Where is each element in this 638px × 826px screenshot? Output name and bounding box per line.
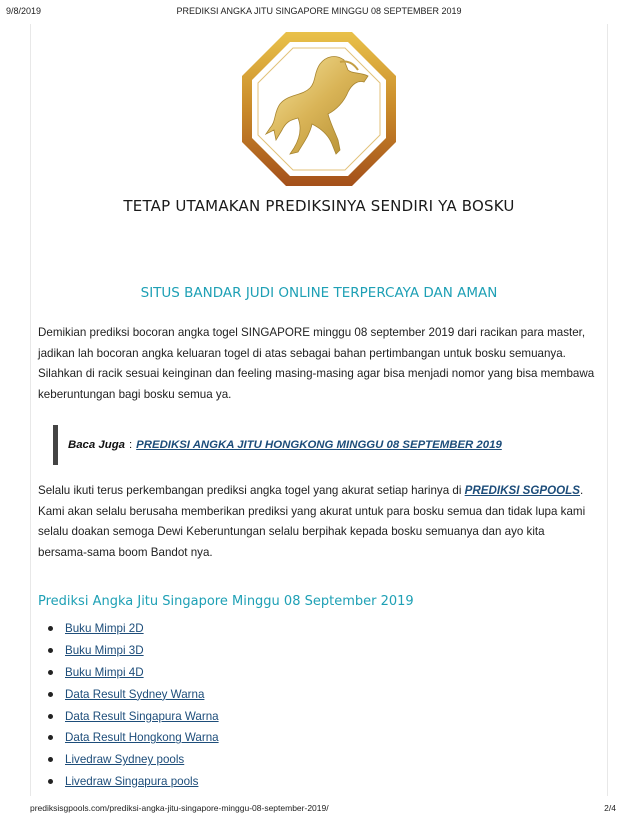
paragraph-conclusion bbox=[38, 323, 608, 405]
link-buku-mimpi-3d[interactable]: Buku Mimpi 3D bbox=[65, 644, 144, 658]
print-date: 9/8/2019 bbox=[6, 6, 42, 16]
paragraph-line: Demikian prediksi bocoran angka togel SINGAPORE minggu 08 september 2019 dari racikan para master, bbox=[38, 326, 586, 339]
resource-link-list bbox=[48, 618, 219, 792]
list-item bbox=[48, 705, 219, 727]
promo-heading: SITUS BANDAR JUDI ONLINE TERPERCAYA DAN AMAN bbox=[140, 285, 498, 301]
list-item bbox=[48, 771, 219, 793]
print-header bbox=[0, 6, 638, 20]
paragraph-line: Kami akan selalu berusaha memberikan prediksi yang akurat untuk para bosku semua dan tidak lupa kami bbox=[38, 504, 586, 518]
link-livedraw-singapura[interactable]: Livedraw Singapura pools bbox=[65, 774, 199, 788]
page-number: 2/4 bbox=[604, 803, 616, 813]
link-livedraw-sydney[interactable]: Livedraw Sydney pools bbox=[65, 753, 185, 767]
print-url: prediksisgpools.com/prediksi-angka-jitu-singapore-minggu-08-september-2019/ bbox=[30, 803, 329, 813]
link-buku-mimpi-2d[interactable]: Buku Mimpi 2D bbox=[65, 622, 144, 636]
paragraph-line: bersama-sama boom Bandot nya. bbox=[38, 545, 213, 559]
horse-emblem-icon bbox=[240, 30, 398, 188]
paragraph-line: keberuntungan bagi bosku semua ya. bbox=[38, 387, 232, 401]
bullet-icon bbox=[48, 757, 53, 762]
tagline: TETAP UTAMAKAN PREDIKSINYA SENDIRI YA BOSKU bbox=[123, 197, 515, 215]
bullet-icon bbox=[48, 626, 53, 631]
bullet-icon bbox=[48, 648, 53, 653]
paragraph-line bbox=[38, 481, 608, 502]
link-result-singapura[interactable]: Data Result Singapura Warna bbox=[65, 709, 219, 723]
list-item bbox=[48, 749, 219, 771]
link-buku-mimpi-4d[interactable]: Buku Mimpi 4D bbox=[65, 665, 144, 679]
prediksi-sgpools-link[interactable]: PREDIKSI SGPOOLS bbox=[464, 484, 580, 497]
paragraph-line: Silahkan di racik sesuai keinginan dan feeling masing-masing agar bisa menjadi nomor yang bisa membawa bbox=[38, 367, 595, 380]
link-result-hongkong[interactable]: Data Result Hongkong Warna bbox=[65, 731, 219, 745]
bullet-icon bbox=[48, 735, 53, 740]
read-also-label: Baca Juga bbox=[68, 439, 125, 451]
list-item bbox=[48, 683, 219, 705]
bullet-icon bbox=[48, 714, 53, 719]
read-also-separator: : bbox=[128, 439, 133, 451]
bullet-icon bbox=[48, 670, 53, 675]
list-item bbox=[48, 727, 219, 749]
paragraph-line: selalu doakan semoga Dewi Keberuntungan selalu berpihak kepada bosku semuanya dan ayo kita bbox=[38, 525, 545, 538]
read-also-box bbox=[53, 425, 593, 465]
bullet-icon bbox=[48, 779, 53, 784]
paragraph-text: Selalu ikuti terus perkembangan prediksi angka togel yang akurat setiap harinya di bbox=[38, 484, 465, 497]
list-item bbox=[48, 662, 219, 684]
section-heading: Prediksi Angka Jitu Singapore Minggu 08 September 2019 bbox=[38, 594, 414, 609]
read-also-link[interactable]: PREDIKSI ANGKA JITU HONGKONG MINGGU 08 SEPTEMBER 2019 bbox=[136, 439, 502, 451]
print-title: PREDIKSI ANGKA JITU SINGAPORE MINGGU 08 SEPTEMBER 2019 bbox=[176, 6, 462, 16]
paragraph-followup bbox=[38, 481, 608, 563]
link-result-sydney[interactable]: Data Result Sydney Warna bbox=[65, 687, 205, 701]
list-item bbox=[48, 618, 219, 640]
print-footer bbox=[0, 803, 638, 815]
paragraph-text: . bbox=[579, 484, 584, 497]
paragraph-line: jadikan lah bocoran angka keluaran togel di atas sebagai bahan pertimbangan untuk bosku semuanya. bbox=[38, 346, 566, 360]
list-item bbox=[48, 640, 219, 662]
bullet-icon bbox=[48, 692, 53, 697]
